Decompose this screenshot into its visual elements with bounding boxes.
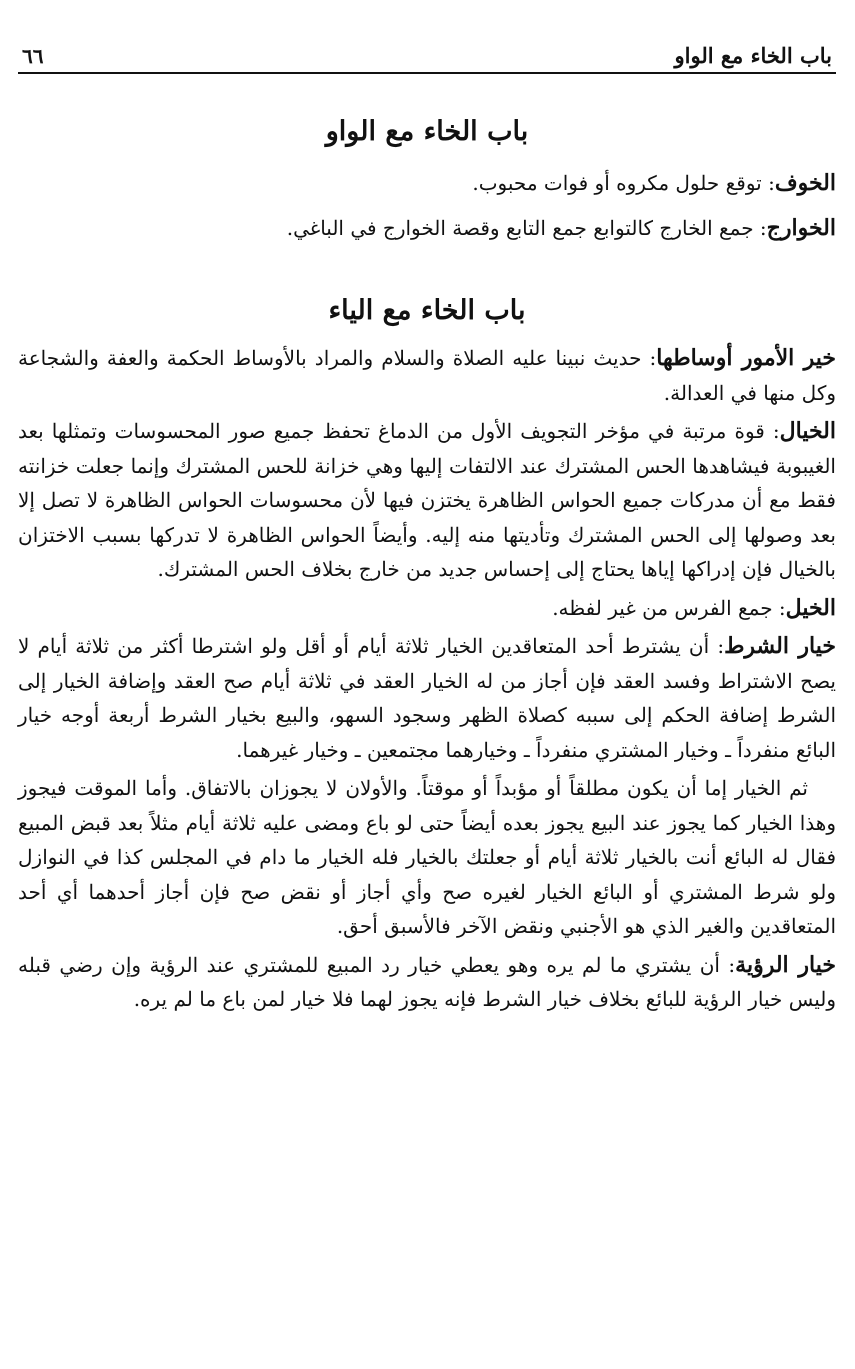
- page-header: [18, 28, 836, 74]
- entry-term: الخوف: [774, 170, 836, 196]
- entry-term: خير الأمور أوساطها: [656, 345, 836, 371]
- entry-definition: : حديث نبينا عليه الصلاة والسلام والمراد بالأوساط الحكمة والعفة والشجاعة وكل منها في العدالة.: [18, 346, 836, 405]
- section-title: باب الخاء مع الواو: [325, 116, 529, 147]
- section-kha-waw: [18, 112, 836, 249]
- entry-khiyar-continuation: [18, 771, 836, 948]
- entry-term: الخيل: [785, 594, 836, 621]
- entry-khawf: [18, 166, 836, 205]
- entry-khayl: [18, 591, 836, 630]
- entry-definition: : جمع الفرس من غير لفظه.: [552, 595, 786, 620]
- running-title: باب الخاء مع الواو: [674, 43, 832, 68]
- page-number: ٦٦: [22, 44, 44, 68]
- section-kha-ya: [18, 291, 836, 1021]
- entry-term: خيار الشرط: [724, 633, 836, 659]
- entry-definition: : توقع حلول مكروه أو فوات محبوب.: [472, 171, 775, 195]
- entry-definition: : أن يشترط أحد المتعاقدين الخيار ثلاثة أيام أو أقل ولو اشترطا أكثر من ثلاثة أيام لا يصح الاشتراط وفسد العقد فإن أجاز من له الخيار العقد في ثلاثة أيام صح العقد وإضافة الخيار إلى الشرط إضافة الحكم إلى سببه كصلاة الظهر وسجود السهو، والبيع بخيار الشرط أربعة أوجه خيار البائع منفرداً ـ وخيار المشتري منفرداً ـ وخيارهما مجتمعين ـ وخيار غيرهما.: [18, 634, 836, 762]
- entry-khiyar-al-ruya: [18, 948, 836, 1021]
- entry-term: الخيال: [779, 418, 836, 444]
- section-title: باب الخاء مع الياء: [328, 295, 526, 326]
- entry-khiyar-al-shart: [18, 629, 836, 771]
- entry-definition: : قوة مرتبة في مؤخر التجويف الأول من الدماغ تحفظ جميع صور المحسوسات وتمثلها بعد الغيبوبة فيشاهدها الحس المشترك عند الالتفات إليها وهي خزانة للحس المشترك وإنما جعلت خزانته فقط مع أن مدركات جميع الحواس الظاهرة يختزن فيها لأن محسوسات الحواس الظاهرة لا تصل إلا بعد وصولها إلى الحس المشترك وتأديتها منه إليه. وأيضاً الحواس الظاهرة لا تدركها بسبب الاختزان بالخيال فإن إدراكها إياها يحتاج إلى إحساس جديد من خارج بخلاف الحس المشترك.: [18, 419, 837, 581]
- book-page: [18, 28, 836, 1021]
- entry-definition: : جمع الخارج كالتوابع جمع التابع وقصة الخوارج في الباغي.: [286, 215, 767, 240]
- entry-term: خيار الرؤية: [735, 951, 836, 978]
- entry-definition: ثم الخيار إما أن يكون مطلقاً أو مؤبداً أو موقتاً. والأولان لا يجوزان بالاتفاق. وأما الموقت فيجوز وهذا الخيار كما يجوز عند البيع يجوز بعده أيضاً حتى لو باع ومضى عليه ثلاثة أيام مثلاً بعد قبض المبيع فقال له البائع أنت بالخيار ثلاثة أيام أو جعلتك بالخيار فله الخيار ما دام في المجلس كذا في النوازل ولو شرط المشتري أو البائع الخيار لغيره صح وأي أجاز أو نقض صح فإن أجاز أحدهما أي أحد المتعاقدين والغير الذي هو الأجنبي ونقض الآخر فالأسبق أحق.: [18, 776, 837, 938]
- entry-khayal: [18, 414, 836, 591]
- entry-term: الخوارج: [766, 214, 836, 241]
- entry-khayr-al-umur: [18, 341, 836, 414]
- entry-khawarij: [18, 211, 836, 250]
- entry-definition: : أن يشتري ما لم يره وهو يعطي خيار رد المبيع للمشتري عند الرؤية وإن رضي قبله وليس خيار الرؤية للبائع بخلاف خيار الشرط فإنه يجوز لهما فلا خيار لمن باع ما لم يره.: [18, 952, 836, 1011]
